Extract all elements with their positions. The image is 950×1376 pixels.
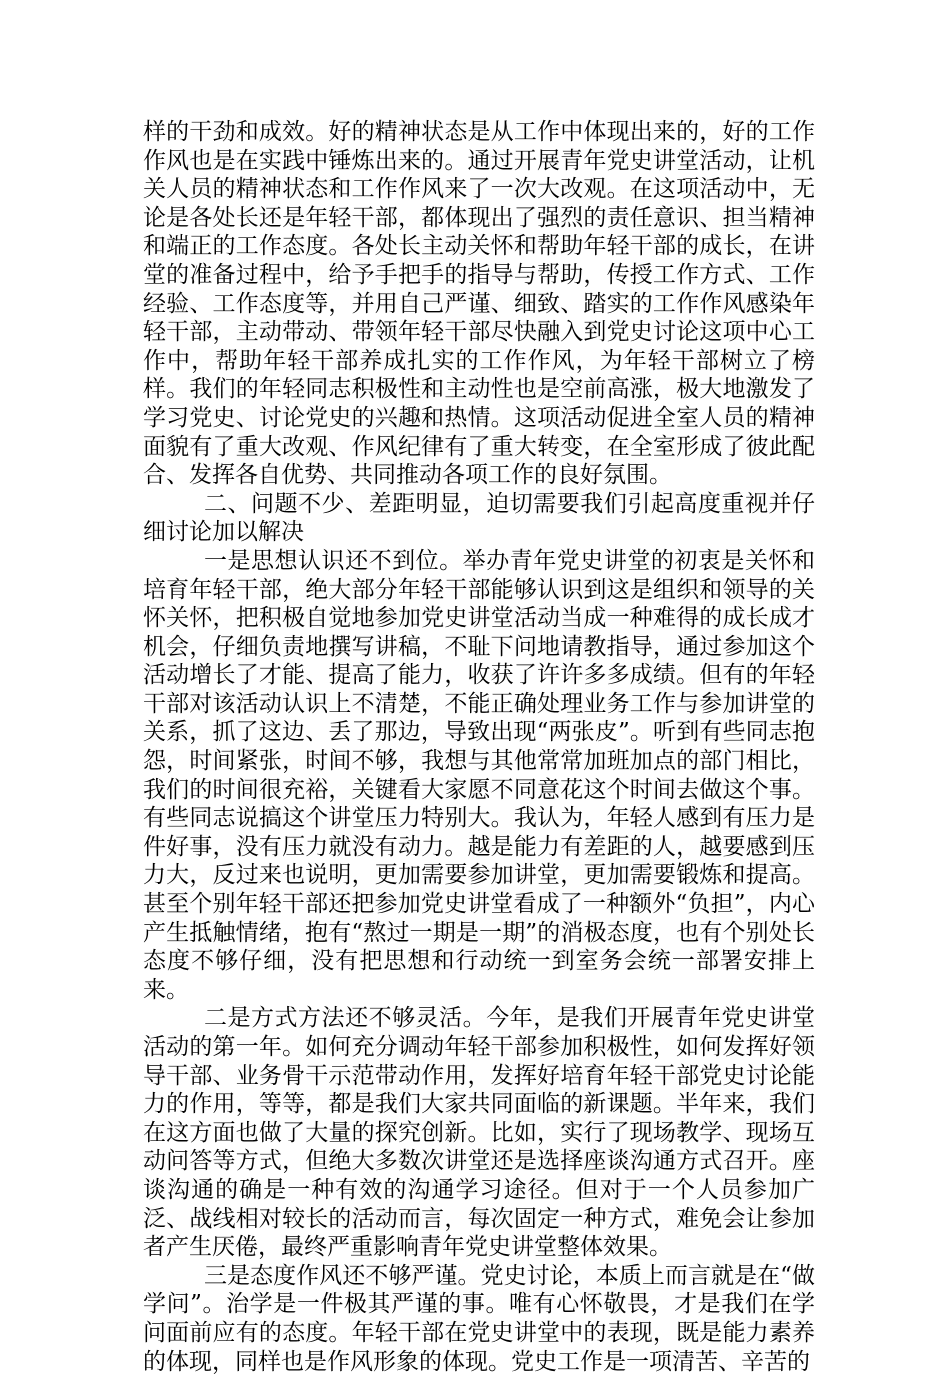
- paragraph-point-two: 二是方式方法还不够灵活。今年，是我们开展青年党史讲堂活动的第一年。如何充分调动年轻干部参加积极性，如何发挥好领导干部、业务骨干示范带动作用，发挥好培育年轻干部党史讨论能力的作用，等等，都是我们大家共同面临的新课题。半年来，我们在这方面也做了大量的探究创新。比如，实行了现场教学、现场互动问答等方式，但绝大多数次讲堂还是选择座谈沟通方式召开。座谈沟通的确是一种有效的沟通学习途径。但对于一个人员参加广泛、战线相对较长的活动而言，每次固定一种方式，难免会让参加者产生厌倦，最终严重影响青年党史讲堂整体效果。: [143, 1005, 815, 1261]
- section-heading-two: 二、问题不少、差距明显，迫切需要我们引起高度重视并仔细讨论加以解决: [143, 490, 815, 546]
- paragraph-continued: 样的干劲和成效。好的精神状态是从工作中体现出来的，好的工作作风也是在实践中锤炼出来的。通过开展青年党史讲堂活动，让机关人员的精神状态和工作作风来了一次大改观。在这项活动中，无论是各处长还是年轻干部，都体现出了强烈的责任意识、担当精神和端正的工作态度。各处长主动关怀和帮助年轻干部的成长，在讲堂的准备过程中，给予手把手的指导与帮助，传授工作方式、工作经验、工作态度等，并用自己严谨、细致、踏实的工作作风感染年轻干部，主动带动、带领年轻干部尽快融入到党史讨论这项中心工作中，帮助年轻干部养成扎实的工作作风，为年轻干部树立了榜样。我们的年轻同志积极性和主动性也是空前高涨，极大地激发了学习党史、讨论党史的兴趣和热情。这项活动促进全室人员的精神面貌有了重大改观、作风纪律有了重大转变，在全室形成了彼此配合、发挥各自优势、共同推动各项工作的良好氛围。: [143, 119, 815, 489]
- paragraph-point-three: 三是态度作风还不够严谨。党史讨论，本质上而言就是在“做学问”。治学是一件极其严谨的事。唯有心怀敬畏，才是我们在学问面前应有的态度。年轻干部在党史讲堂中的表现，既是能力素养的体现，同样也是作风形象的体现。党史工作是一项清苦、辛苦的: [143, 1262, 815, 1375]
- document-page: [143, 118, 815, 1376]
- paragraph-point-one: 一是思想认识还不到位。举办青年党史讲堂的初衷是关怀和培育年轻干部，绝大部分年轻干部能够认识到这是组织和领导的关怀关怀，把积极自觉地参加党史讲堂活动当成一种难得的成长成才机会，仔细负责地撰写讲稿，不耻下问地请教指导，通过参加这个活动增长了才能、提高了能力，收获了许许多多成绩。但有的年轻干部对该活动认识上不清楚，不能正确处理业务工作与参加讲堂的关系，抓了这边、丢了那边，导致出现“两张皮”。听到有些同志抱怨，时间紧张，时间不够，我想与其他常常加班加点的部门相比，我们的时间很充裕，关键看大家愿不同意花这个时间去做这个事。有些同志说搞这个讲堂压力特别大。我认为，年轻人感到有压力是件好事，没有压力就没有动力。越是能力有差距的人，越要感到压力大，反过来也说明，更加需要参加讲堂，更加需要锻炼和提高。甚至个别年轻干部还把参加党史讲堂看成了一种额外“负担”，内心产生抵触情绪，抱有“熬过一期是一期”的消极态度，也有个别处长态度不够仔细，没有把思想和行动统一到室务会统一部署安排上来。: [143, 547, 815, 1003]
